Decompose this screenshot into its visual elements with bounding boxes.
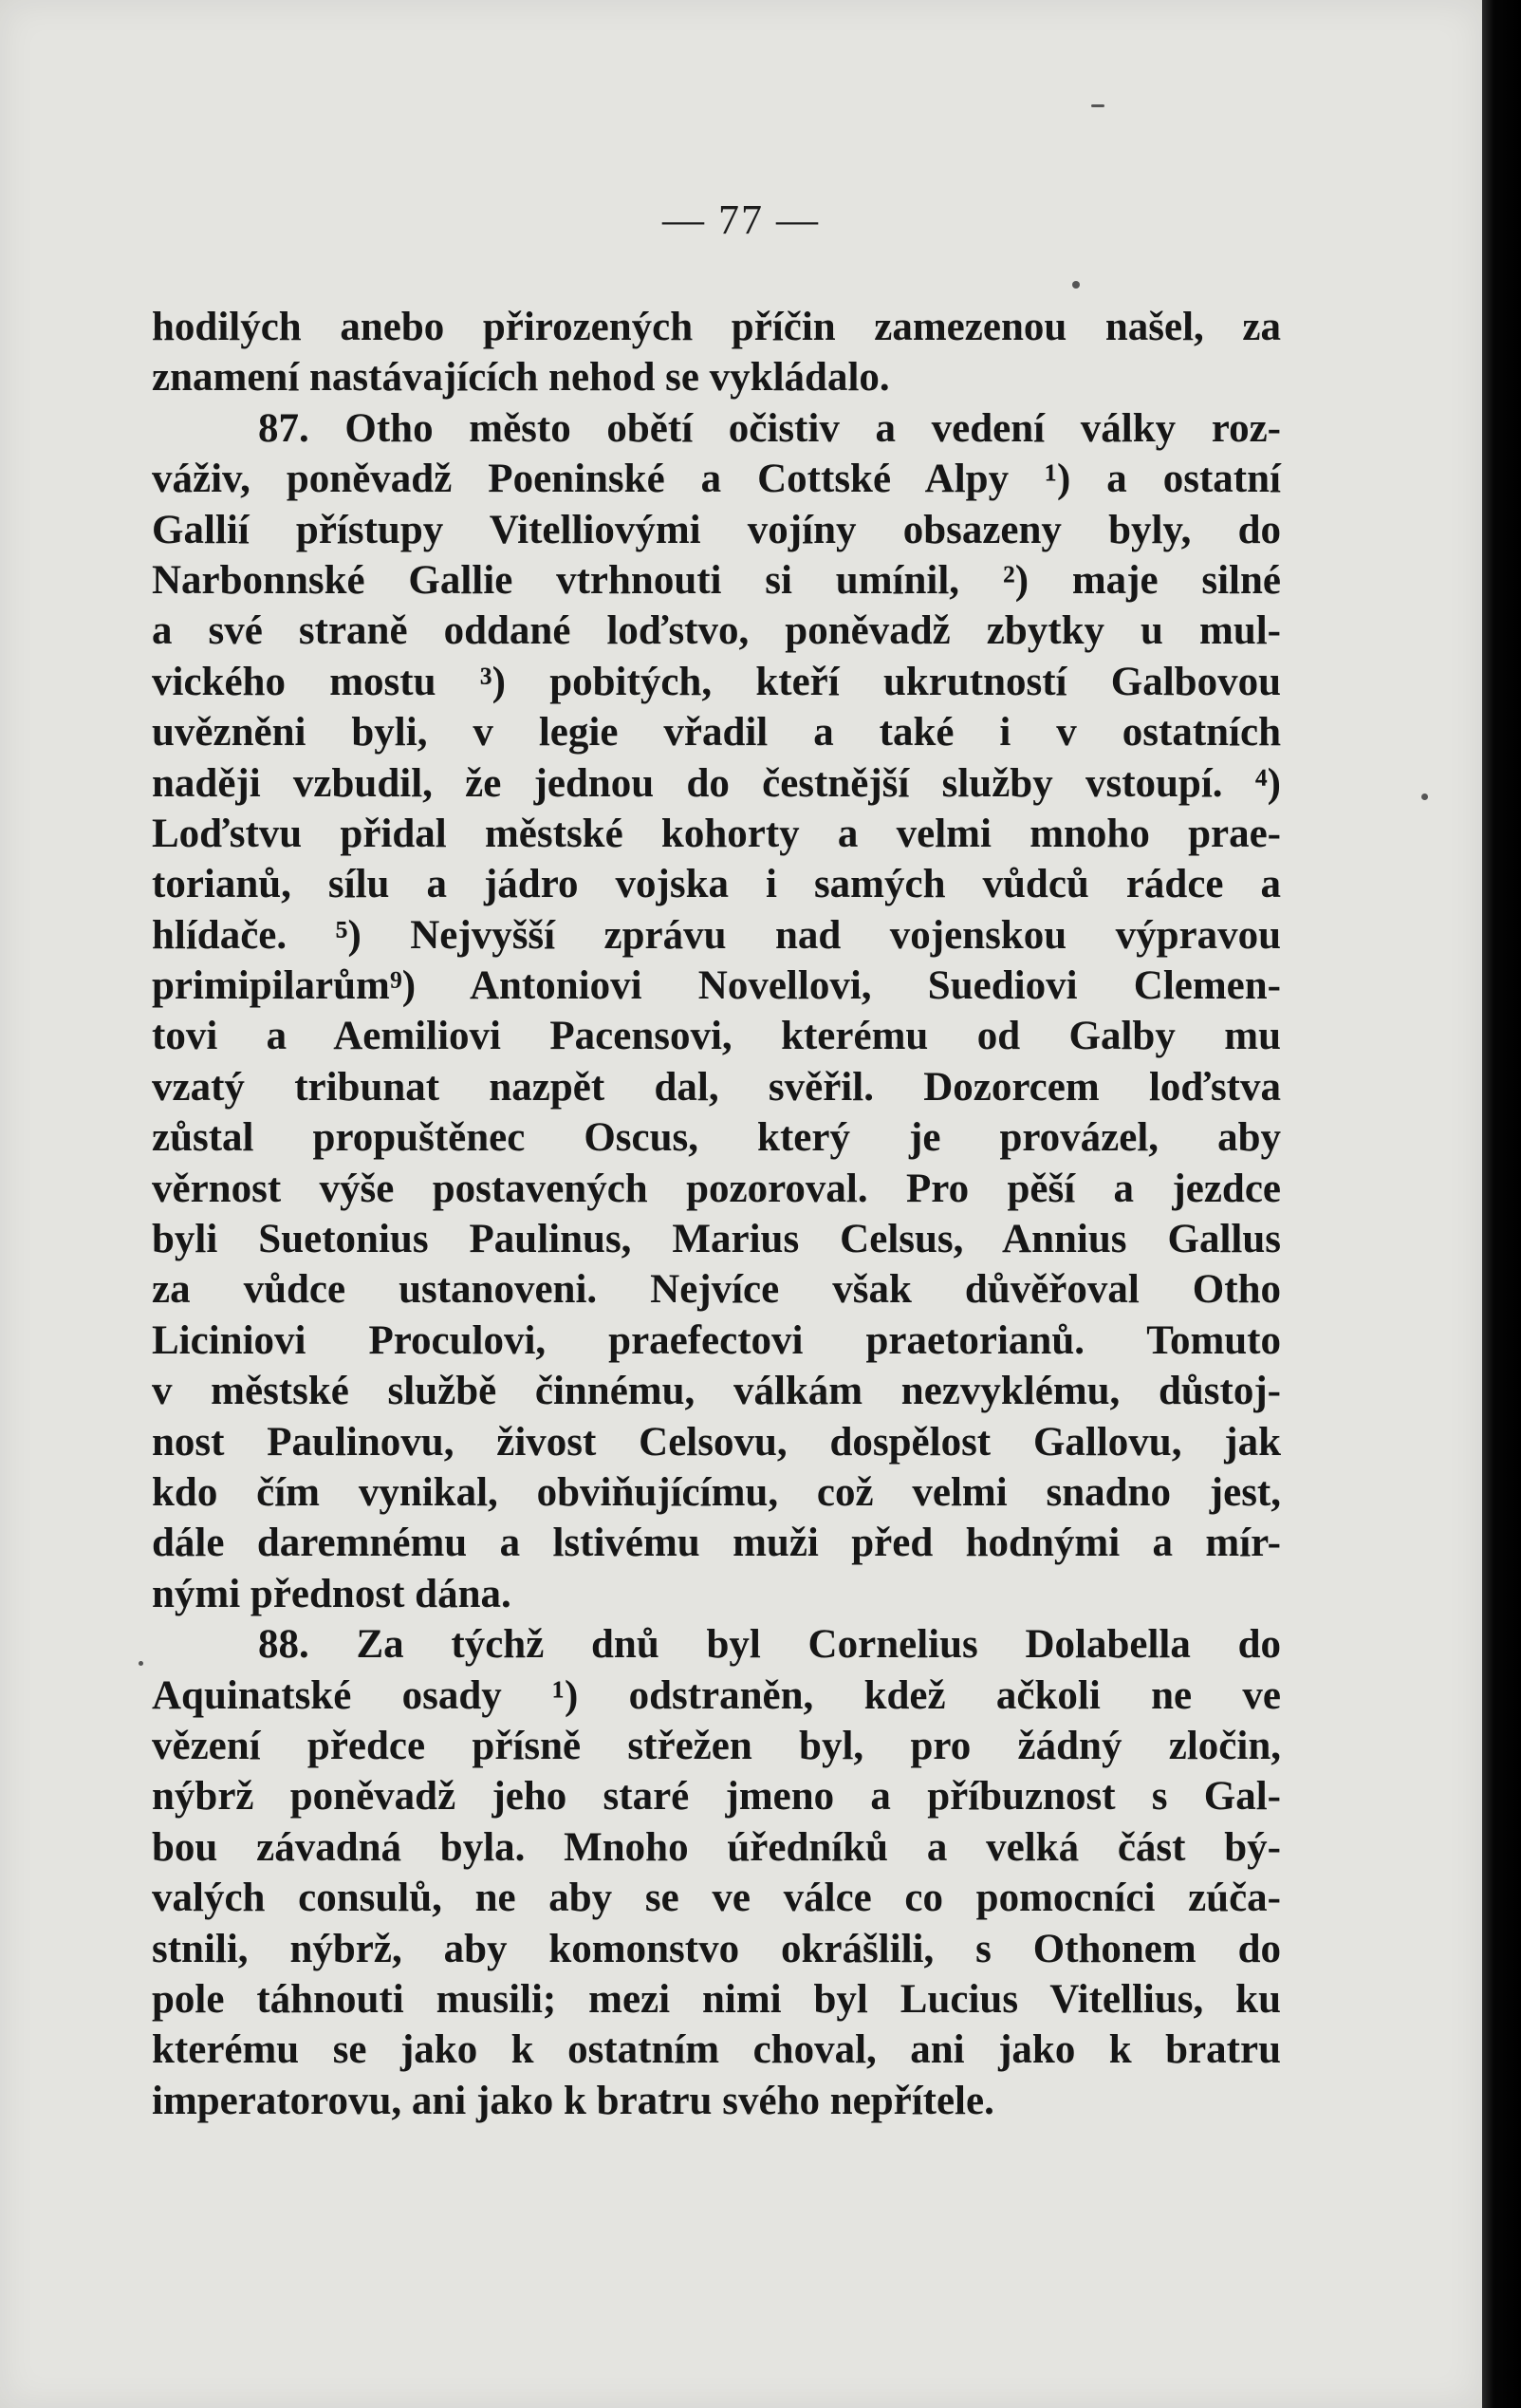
text-line: znamení nastávajících nehod se vykládalo. — [152, 355, 890, 401]
paper-speck — [139, 1661, 143, 1666]
text-line: zůstal propuštěnec Oscus, který je provázel, aby — [152, 1115, 1281, 1161]
text-line: kdo čím vynikal, obviňujícímu, což velmi snadno jest, — [152, 1469, 1281, 1515]
text-line: pole táhnouti musili; mezi nimi byl Lucius Vitellius, ku — [152, 1976, 1281, 2022]
text-line: 87. Otho město obětí očistiv a vedení války roz- — [258, 405, 1281, 451]
paper-speck — [1072, 281, 1080, 289]
text-line: Liciniovi Proculovi, praefectovi praetorianů. Tomuto — [152, 1317, 1281, 1363]
text-line: kterému se jako k ostatním choval, ani jako k bratru — [152, 2027, 1281, 2073]
text-line: Aquinatské osady ¹) odstraněn, kdež ačkoli ne ve — [152, 1672, 1281, 1718]
text-line: nost Paulinovu, živost Celsovu, dospělost Gallovu, jak — [152, 1419, 1281, 1465]
text-line: vzatý tribunat nazpět dal, svěřil. Dozorcem loďstva — [152, 1064, 1281, 1110]
text-line: byli Suetonius Paulinus, Marius Celsus, Annius Gallus — [152, 1217, 1281, 1262]
text-line: váživ, poněvadž Poeninské a Cottské Alpy ¹) a ostatní — [152, 457, 1281, 502]
paper-speck — [1421, 793, 1428, 800]
text-line: tovi a Aemiliovi Pacensovi, kterému od Galby mu — [152, 1014, 1281, 1059]
text-line: hodilých anebo přirozených příčin zamezenou našel, za — [152, 305, 1281, 349]
text-line: bou závadná byla. Mnoho úředníků a velká část bý- — [152, 1824, 1281, 1870]
text-line: 88. Za týchž dnů byl Cornelius Dolabella do — [258, 1622, 1281, 1668]
text-line: za vůdce ustanoveni. Nejvíce však důvěřoval Otho — [152, 1267, 1281, 1313]
text-line: Narbonnské Gallie vtrhnouti si umínil, ²) maje silné — [152, 557, 1281, 603]
body-text — [152, 302, 1281, 2126]
text-line: Gallií přístupy Vitelliovými vojíny obsazeny byly, do — [152, 507, 1281, 552]
page-number: — 77 — — [662, 196, 820, 243]
text-line: v městské službě činnému, válkám nezvyklému, důstoj- — [152, 1369, 1281, 1414]
text-line: hlídače. ⁵) Nejvyšší zprávu nad vojenskou výpravou — [152, 912, 1281, 958]
text-line: imperatorovu, ani jako k bratru svého nepřítele. — [152, 2078, 994, 2123]
text-line: nýbrž poněvadž jeho staré jmeno a příbuznost s Gal- — [152, 1774, 1281, 1820]
text-line: vického mostu ³) pobitých, kteří ukrutností Galbovou — [152, 659, 1281, 704]
text-line: a své straně oddané loďstvo, poněvadž zbytky u mul- — [152, 608, 1281, 654]
text-line: naději vzbudil, že jednou do čestnější služby vstoupí. ⁴) — [152, 760, 1281, 806]
text-line: vězení předce přísně střežen byl, pro žádný zločin, — [152, 1723, 1281, 1768]
text-line: dále daremnému a lstivému muži před hodnými a mír- — [152, 1521, 1281, 1566]
text-line: stnili, nýbrž, aby komonstvo okrášlili, s Othonem do — [152, 1926, 1281, 1971]
text-line: primipilarům⁹) Antoniovi Novellovi, Suediovi Clemen- — [152, 963, 1281, 1009]
text-line: uvězněni byli, v legie vřadil a také i v ostatních — [152, 710, 1281, 756]
text-line: věrnost výše postavených pozoroval. Pro pěší a jezdce — [152, 1166, 1281, 1211]
text-line: nými přednost dána. — [152, 1571, 511, 1616]
text-line: valých consulů, ne aby se ve válce co pomocníci zúča- — [152, 1876, 1281, 1921]
paper-speck — [1091, 104, 1104, 107]
scan-edge — [1482, 0, 1521, 2408]
text-line: Loďstvu přidal městské kohorty a velmi mnoho prae- — [152, 811, 1281, 856]
text-line: torianů, sílu a jádro vojska i samých vůdců rádce a — [152, 862, 1281, 907]
